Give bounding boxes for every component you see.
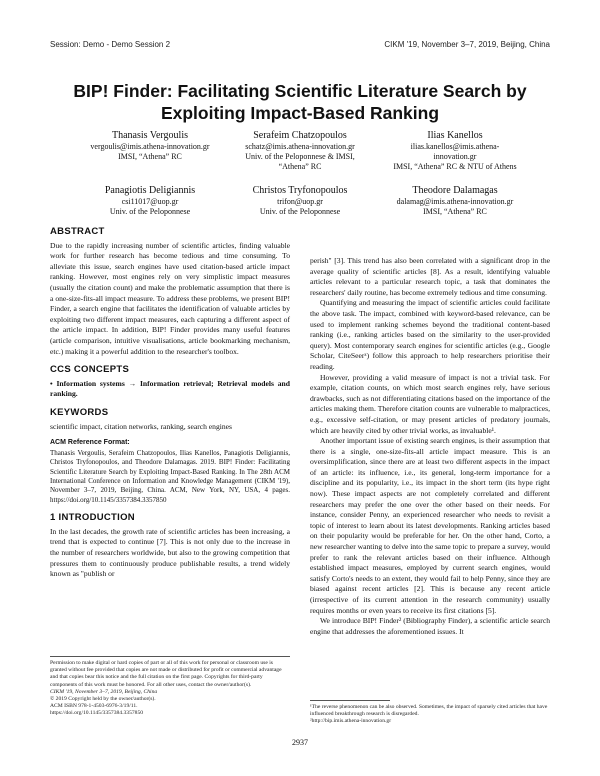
running-header-right: CIKM '19, November 3–7, 2019, Beijing, China [384,40,550,49]
permission-doi: https://doi.org/10.1145/3357384.3357850 [50,710,144,717]
author-affiliation: Univ. of the Peloponnese [259,207,341,216]
keywords-text: scientific impact, citation networks, ranking, search engines [50,421,232,431]
author-block [210,129,390,172]
author-affiliation-2: “Athena” RC [278,162,322,171]
author-email: csi11017@uop.gr [121,197,179,206]
permission-venue: CIKM '19, November 3–7, 2019, Beijing, China [50,688,158,695]
author-email: schatz@imis.athena-innovation.gr [245,142,355,151]
introduction-heading: 1 INTRODUCTION [50,512,135,524]
author-name: Ilias Kanellos [427,130,483,141]
abstract-heading: ABSTRACT [50,226,105,237]
author-block [210,184,390,217]
footnote-2: ²http://bip.imis.athena-innovation.gr [310,718,392,725]
paragraph: Quantifying and measuring the impact of scientific articles could facilitate the above task. The impact, combined with keyword-based relevance, can be used to implement ranking schemes beyond the traditional content-based ranking (i.e., ranking articles based on the similarity to the user-provided query). Most contemporary search engines for scientific articles (e.g., Google Scholar, CiteSeerˣ) follow this approach to help researchers prioritise their reading. [310,298,550,371]
author-block [365,129,545,172]
author-email: ilias.kanellos@imis.athena- [410,142,500,151]
permission-block [50,656,290,718]
keywords-heading: KEYWORDS [50,406,109,418]
author-block [365,184,545,217]
title-line-1: BIP! Finder: Facilitating Scientific Literature Search by [73,81,527,101]
author-affiliation: Univ. of the Peloponnese [109,207,191,216]
author-name: Thanasis Vergoulis [111,130,188,141]
introduction-paragraph: In the last decades, the growth rate of scientific articles has been increasing, a trend that is expected to continue [7]. This is not only due to the increase in the number of researchers worldwide, but also to the growing competition that pressures them to continuously produce publishable results, a trend widely known as "publish or [50,526,290,579]
author-affiliation-2: IMSI, “Athena” RC & NTU of Athens [393,162,517,171]
ccs-heading: CCS CONCEPTS [50,364,130,376]
title-line-2: Exploiting Impact-Based Ranking [160,103,440,123]
reference-text: Thanasis Vergoulis, Serafeim Chatzopoulos, Ilias Kanellos, Panagiotis Deligiannis, Christos Tryfonopoulos, and Theodore Dalamagas. 2019. BIP! Finder: Facilitating Scientific Literature Search by Exploiting Impact-Based Ranking. In The 28th ACM International Conference on Information and Knowledge Management (CIKM '19), November 3–7, 2019, Beijing, China. ACM, New York, NY, USA, 4 pages. https://doi.org/10.1145/3357384.3357850 [50,448,290,504]
paragraph: Another important issue of existing search engines, is their assumption that there is a single, one-size-fits-all article impact measure. This is an oversimplification, since there are at least two different aspects in the impact of an article: its influence, i.e., its general, long-term importance for a discipline and its popularity, i.e., its impact in the short term (its hype right now). These impact aspects are not completely correlated and different researchers may prefer the one over the other based on their needs. For instance, consider Penny, an experienced researcher who needs to revisit a topic of interest to learn about its latest developments. Ranking articles based on their popularity would be preferable for her. On the other hand, Corto, a new researcher wanting to delve into the same topic to prepare a survey, would prefer to rank the relevant articles based on their influence. Although established impact measures, employed by current search engines, would satisfy Corto's needs to an extent, they would fail to help Penny, since they are biased against recent articles [2]. This is because any recent article (irrespective of its current attention in the research community) usually requires months or even years to receive its first citations [5]. [310,436,550,615]
author-email: dalamag@imis.athena-innovation.gr [396,197,514,206]
ccs-text: • Information systems → Information retrieval; Retrieval models and ranking. [50,378,290,399]
author-name: Theodore Dalamagas [412,185,498,196]
abstract-text: Due to the rapidly increasing number of scientific articles, finding valuable work for further research has become tedious and time consuming. To alleviate this issue, search engines have used citation-based article impact ranking. However, most engines rely on very simplistic impact measures (usually the citation count) and make the problematic assumption that there is a one-size-fits-all impact measure. To address these problems, we present BIP! Finder, a search engine that facilitates the identification of valuable articles by exploiting two different impact measures, each capturing a different aspect of the article impact. In addition, BIP! Finder provides many useful features (article comparison, intuitive visualisations, article bookmarking mechanism, etc.) making it a powerful addition to the researcher's toolbox. [50,240,290,356]
divider [50,656,290,657]
footnotes [310,700,550,726]
author-affiliation: IMSI, “Athena” RC [423,207,487,216]
paragraph: However, providing a valid measure of impact is not a trivial task. For example, citation counts, on which most search engines rely, have serious drawbacks, such as not differentiating citations based on the importance of the articles making them. Therefore citation counts are vulnerable to malpractices, e.g., excessive self-citation, or may present articles of predatory journals, which are heavily cited by other trivial works, as invaluable¹. [310,372,550,435]
right-column [310,256,550,637]
author-email: trifon@uop.gr [277,197,323,206]
author-affiliation: innovation.gr [433,152,477,161]
author-affiliation: IMSI, “Athena” RC [118,152,182,161]
running-header-left: Session: Demo - Demo Session 2 [50,40,171,49]
author-email: vergoulis@imis.athena-innovation.gr [90,142,210,151]
permission-text: Permission to make digital or hard copies of part or all of this work for personal or classroom use is granted without fee provided that copies are not made or distributed for profit or commercial advantage and that copies bear this notice and the full citation on the first page. Copyrights for third-party components of this work must be honored. For all other uses, contact the owner/author(s). [50,660,282,688]
author-affiliation: Univ. of the Peloponnese & IMSI, [245,152,355,161]
author-name: Christos Tryfonopoulos [252,185,348,196]
paragraph: We introduce BIP! Finder² (Bibliography Finder), a scientific article search engine that addresses the aforementioned issues. It [310,616,550,636]
paragraph: perish" [3]. This trend has also been correlated with a significant drop in the average quality of scientific articles [8]. As a result, identifying valuable articles relevant to a particular research topic, a task that dominates the researchers' daily routine, has become extremely tedious and time consuming. [310,256,550,297]
permission-isbn: ACM ISBN 978-1-4503-6976-3/19/11. [50,703,138,710]
page-number: 2937 [292,738,308,747]
divider [310,700,390,701]
author-name: Panagiotis Deligiannis [104,185,196,196]
footnote-1: ¹The reverse phenomenon can be also observed. Sometimes, the impact of sparsely cited articles that have influenced breakthrough research is disregarded. [310,704,548,718]
author-name: Serafeim Chatzopoulos [253,130,347,141]
reference-heading: ACM Reference Format: [50,439,130,447]
paper-title [40,80,560,124]
permission-copyright: © 2019 Copyright held by the owner/author(s). [50,696,156,703]
left-column [50,227,290,580]
